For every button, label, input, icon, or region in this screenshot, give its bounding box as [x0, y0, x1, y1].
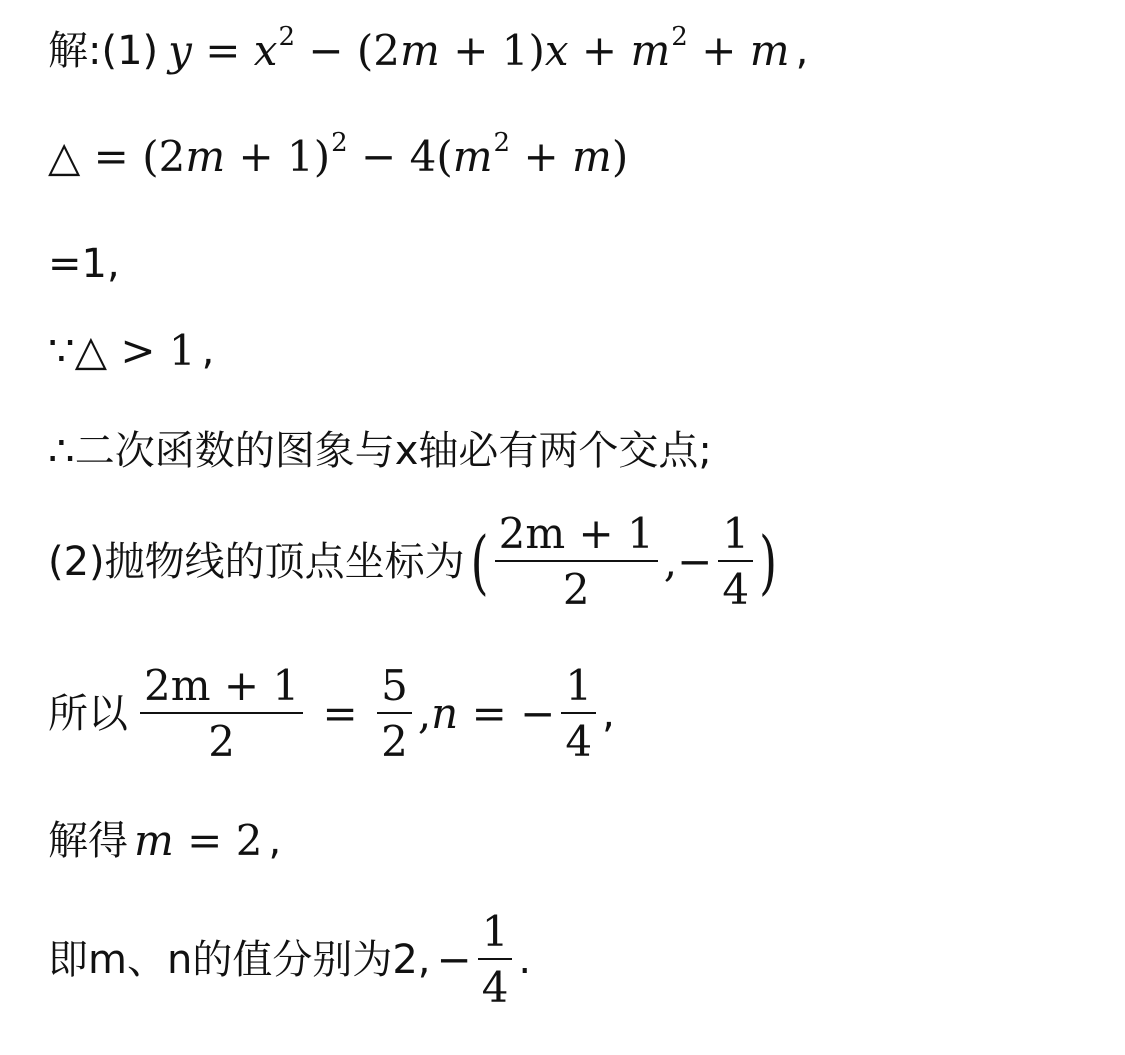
minus-sign: − [436, 935, 472, 985]
solution-line-1 [48, 22, 809, 75]
discriminant-value: =1, [48, 241, 120, 287]
fraction-numerator: 1 [722, 509, 750, 558]
final-answer-text: 即m、n的值分别为2, [48, 937, 431, 984]
vertex-y-fraction [718, 509, 753, 615]
m-value-equation: m = 2 [134, 816, 263, 865]
quarter-fraction [478, 907, 513, 1013]
period: . [518, 937, 532, 984]
quarter-fraction [561, 661, 596, 767]
fraction-denominator: 2 [381, 717, 408, 767]
comma: , [602, 691, 615, 738]
so-label: 所以 [48, 691, 128, 738]
equals-sign: = [309, 689, 372, 739]
solution-line-8 [48, 816, 282, 865]
vertex-x-fraction [495, 509, 658, 615]
function-expression: $y = x^2 - (2m + 1)x + m^2 + m$ [168, 22, 790, 75]
open-paren: ( [470, 521, 489, 603]
comma: , [417, 689, 432, 739]
comma-minus: ,− [663, 537, 713, 587]
solution-line-6 [48, 509, 778, 615]
fraction-denominator: 4 [565, 717, 593, 767]
therefore-symbol: ∴ [48, 426, 75, 475]
solution-line-2 [48, 128, 629, 181]
conclusion-text: 二次函数的图象与x轴必有两个交点; [74, 428, 712, 474]
fraction-numerator: 1 [565, 661, 593, 710]
solution-line-4 [48, 326, 215, 375]
solution-line-7 [48, 661, 615, 767]
comma: , [795, 28, 809, 74]
fraction-numerator: 5 [381, 661, 408, 710]
fraction-denominator: 4 [722, 565, 750, 615]
fraction-numerator: 2m + 1 [144, 661, 300, 710]
comma: , [201, 328, 215, 374]
solution-line-9 [48, 907, 532, 1013]
solve-label: 解得 [48, 818, 128, 864]
discriminant-inequality: ∵△ > 1 [48, 326, 196, 375]
fraction-denominator: 2 [208, 717, 235, 767]
fraction-denominator: 2 [562, 565, 590, 615]
solution-line-5 [48, 426, 712, 475]
fraction-numerator: 1 [481, 907, 509, 956]
n-equation: n = − [431, 689, 556, 739]
solution-line-3 [48, 241, 120, 287]
part2-label: (2)抛物线的顶点坐标为 [48, 539, 465, 586]
five-halves-fraction [377, 661, 412, 767]
vertex-x-fraction [140, 661, 303, 767]
discriminant-expression: △ = $(2m + 1)^2 - 4(m^2 + m)$ [48, 128, 629, 181]
part1-label: 解:(1) [48, 28, 159, 74]
fraction-denominator: 4 [481, 963, 509, 1013]
fraction-numerator: 2m + 1 [498, 509, 654, 558]
comma: , [268, 818, 282, 864]
close-paren: ) [759, 521, 778, 603]
